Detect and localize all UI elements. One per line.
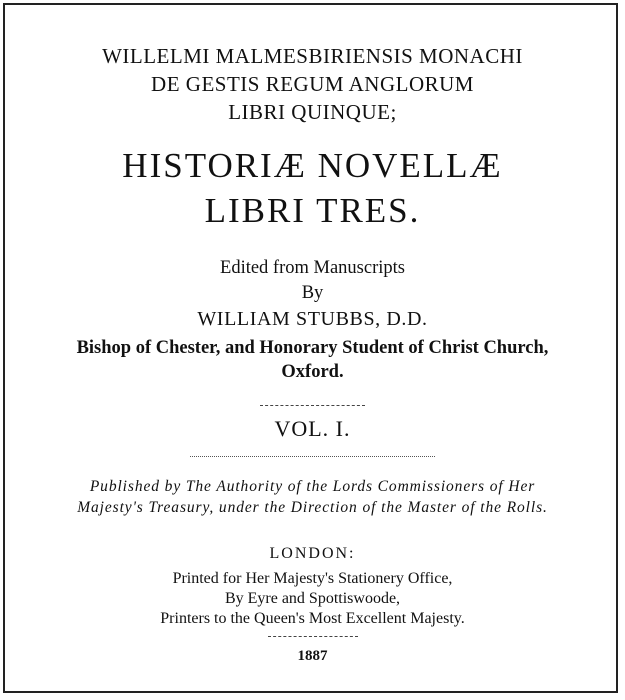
work-title-line-3: LIBRI QUINQUE;	[228, 100, 397, 124]
rule-above-year	[268, 636, 358, 637]
publication-note-line-2: Majesty's Treasury, under the Direction of the Master of the Rolls.	[77, 499, 548, 516]
publication-note-line-1: Published by The Authority of the Lords Commissioners of Her	[89, 478, 536, 495]
work-title-line-2: DE GESTIS REGUM ANGLORUM	[151, 72, 474, 96]
printer-line-2: By Eyre and Spottiswoode,	[224, 590, 401, 607]
edited-from-text: Edited from Manuscripts	[220, 258, 405, 278]
rule-above-volume	[260, 405, 365, 406]
second-title-line-2: LIBRI TRES.	[204, 191, 421, 230]
publication-year: 1887	[297, 648, 328, 664]
imprint-city: LONDON:	[269, 545, 356, 562]
editor-place: Oxford.	[281, 362, 344, 382]
work-title-line-1: WILLELMI MALMESBIRIENSIS MONACHI	[102, 44, 523, 68]
rule-below-volume	[190, 456, 435, 457]
by-text: By	[301, 283, 324, 303]
editor-position: Bishop of Chester, and Honorary Student of Christ Church,	[76, 338, 549, 358]
editor-name: WILLIAM STUBBS, D.D.	[197, 308, 428, 330]
printer-line-1: Printed for Her Majesty's Stationery Office,	[172, 570, 453, 587]
volume-number: VOL. I.	[274, 416, 351, 441]
second-title-line-1: HISTORIÆ NOVELLÆ	[122, 146, 503, 185]
printer-line-3: Printers to the Queen's Most Excellent Majesty.	[160, 610, 465, 627]
